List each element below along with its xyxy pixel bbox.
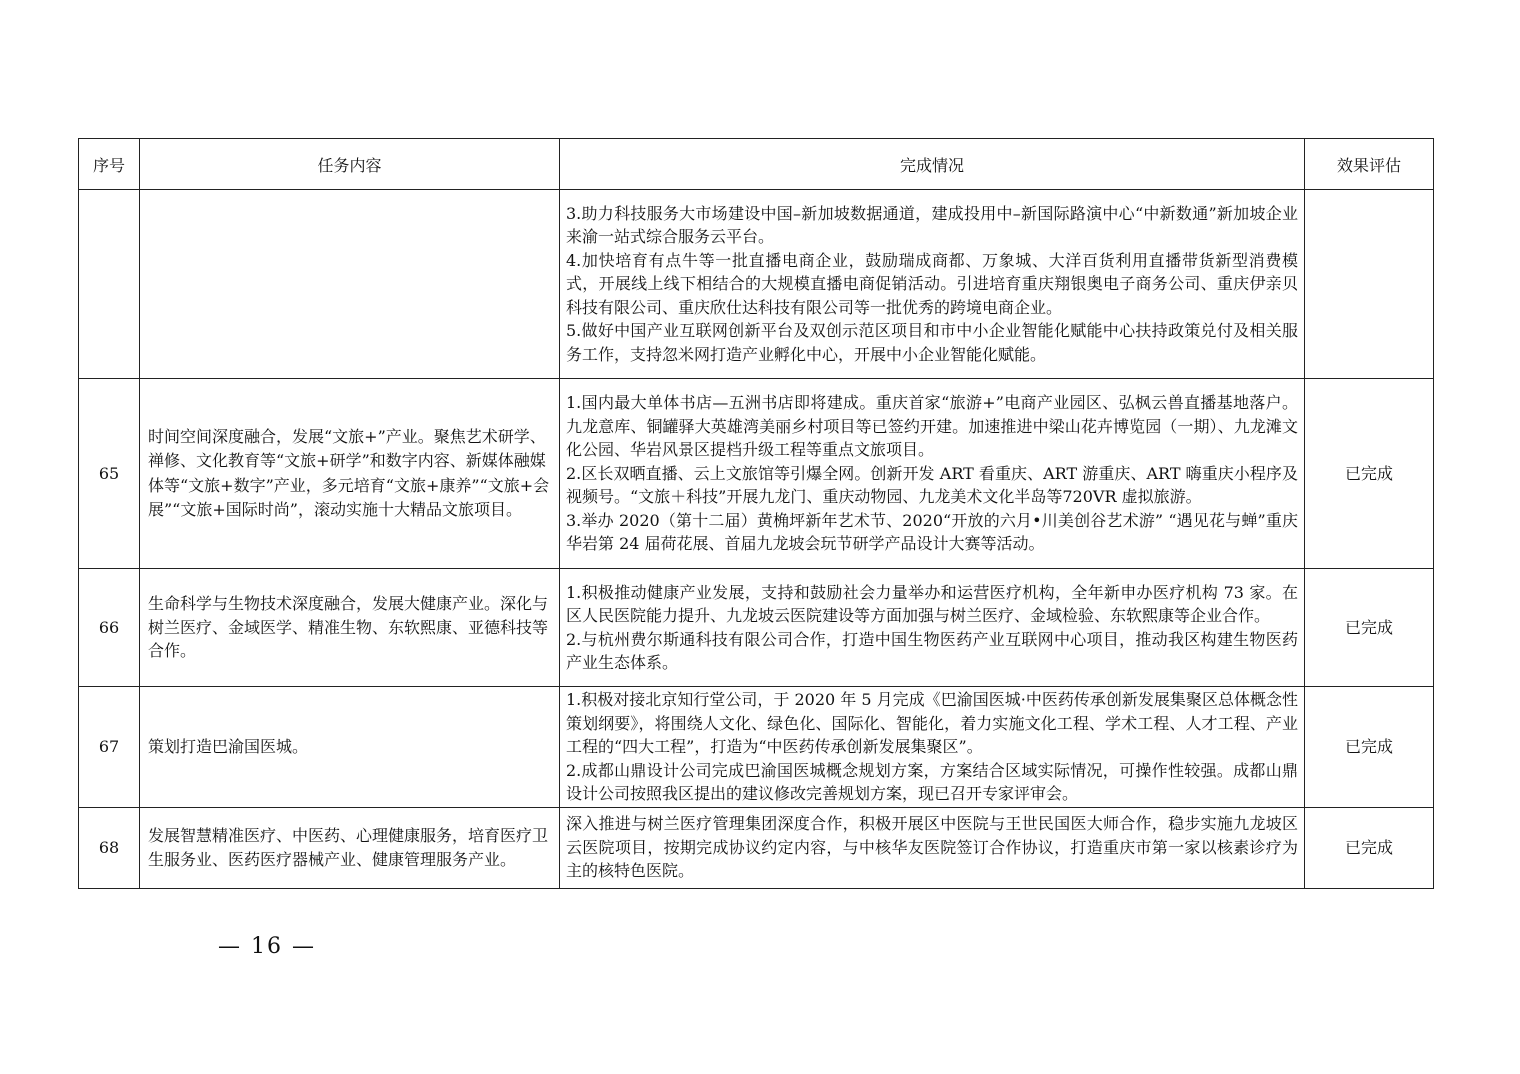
table-row — [79, 379, 1434, 569]
completion-item: 1.积极对接北京知行堂公司，于 2020 年 5 月完成《巴渝国医城·中医药传承创新发展集聚区总体概念性策划纲要》，将围绕人文化、绿色化、国际化、智能化，着力实施文化工程、学术工程、人才工程、产业工程的“四大工程”，打造为“中医药传承创新发展集聚区”。 — [566, 690, 1298, 756]
row-completion — [560, 807, 1305, 888]
row-evaluation: 已完成 — [1305, 569, 1434, 687]
table-row — [79, 807, 1434, 888]
table-header-row — [79, 139, 1434, 190]
table-row — [79, 190, 1434, 379]
header-no: 序号 — [79, 139, 140, 190]
table-row — [79, 569, 1434, 687]
completion-item: 4.加快培育有点牛等一批直播电商企业，鼓励瑞成商都、万象城、大洋百货利用直播带货新型消费模式，开展线上线下相结合的大规模直播电商促销活动。引进培育重庆翔银奥电子商务公司、重庆伊亲贝科技有限公司、重庆欣仕达科技有限公司等一批优秀的跨境电商企业。 — [566, 250, 1298, 317]
task-table — [78, 138, 1434, 889]
page-number: — 16 — — [218, 934, 316, 959]
completion-item: 1.国内最大单体书店—五洲书店即将建成。重庆首家“旅游+”电商产业园区、弘枫云兽直播基地落户。九龙意库、铜罐驿大英雄湾美丽乡村项目等已签约开建。加速推进中梁山花卉博览园（一期）、九龙滩文化公园、华岩风景区提档升级工程等重点文旅项目。 — [566, 393, 1298, 460]
row-task: 发展智慧精准医疗、中医药、心理健康服务，培育医疗卫生服务业、医药医疗器械产业、健康管理服务产业。 — [140, 807, 560, 888]
row-evaluation: 已完成 — [1305, 687, 1434, 808]
row-number — [79, 190, 140, 379]
row-completion — [560, 190, 1305, 379]
row-task: 时间空间深度融合，发展“文旅+”产业。聚焦艺术研学、禅修、文化教育等“文旅+研学”和数字内容、新媒体融媒体等“文旅+数字”产业，多元培育“文旅+康养”“文旅+会展”“文旅+国际时尚”，滚动实施十大精品文旅项目。 — [140, 379, 560, 569]
row-evaluation: 已完成 — [1305, 379, 1434, 569]
row-completion — [560, 687, 1305, 808]
completion-item: 2.成都山鼎设计公司完成巴渝国医城概念规划方案，方案结合区域实际情况，可操作性较强。成都山鼎设计公司按照我区提出的建议修改完善规划方案，现已召开专家评审会。 — [566, 760, 1298, 803]
row-evaluation: 已完成 — [1305, 807, 1434, 888]
completion-item: 3.助力科技服务大市场建设中国–新加坡数据通道，建成投用中–新国际路演中心“中新数通”新加坡企业来渝一站式综合服务云平台。 — [566, 203, 1298, 247]
row-completion — [560, 569, 1305, 687]
row-task: 策划打造巴渝国医城。 — [140, 687, 560, 808]
header-evaluation: 效果评估 — [1305, 139, 1434, 190]
row-number: 67 — [79, 687, 140, 808]
row-number: 68 — [79, 807, 140, 888]
row-number: 65 — [79, 379, 140, 569]
header-completion: 完成情况 — [560, 139, 1305, 190]
row-task — [140, 190, 560, 379]
row-task: 生命科学与生物技术深度融合，发展大健康产业。深化与树兰医疗、金域医学、精准生物、东软熙康、亚德科技等合作。 — [140, 569, 560, 687]
row-number: 66 — [79, 569, 140, 687]
completion-item: 1.积极推动健康产业发展，支持和鼓励社会力量举办和运营医疗机构，全年新申办医疗机构 73 家。在区人民医院能力提升、九龙坡云医院建设等方面加强与树兰医疗、金域检验、东软熙康等企业合作。 — [566, 582, 1298, 625]
completion-item: 2.区长双晒直播、云上文旅馆等引爆全网。创新开发 ART 看重庆、ART 游重庆、ART 嗨重庆小程序及视频号。“文旅＋科技”开展九龙门、重庆动物园、九龙美术文化半岛等720VR 虚拟旅游。 — [566, 463, 1298, 507]
row-evaluation — [1305, 190, 1434, 379]
completion-item: 5.做好中国产业互联网创新平台及双创示范区项目和市中小企业智能化赋能中心扶持政策兑付及相关服务工作，支持忽米网打造产业孵化中心，开展中小企业智能化赋能。 — [566, 321, 1298, 364]
row-completion — [560, 379, 1305, 569]
table-row — [79, 687, 1434, 808]
completion-item: 2.与杭州费尔斯通科技有限公司合作，打造中国生物医药产业互联网中心项目，推动我区构建生物医药产业生态体系。 — [566, 629, 1298, 672]
completion-item: 深入推进与树兰医疗管理集团深度合作，积极开展区中医院与王世民国医大师合作，稳步实施九龙坡区云医院项目，按期完成协议约定内容，与中核华友医院签订合作协议，打造重庆市第一家以核素诊疗为主的核特色医院。 — [566, 814, 1298, 881]
completion-item: 3.举办 2020（第十二届）黄桷坪新年艺术节、2020“开放的六月•川美创谷艺术游” “遇见花与蝉”重庆华岩第 24 届荷花展、首届九龙坡会玩节研学产品设计大赛等活动。 — [566, 510, 1298, 554]
header-task: 任务内容 — [140, 139, 560, 190]
